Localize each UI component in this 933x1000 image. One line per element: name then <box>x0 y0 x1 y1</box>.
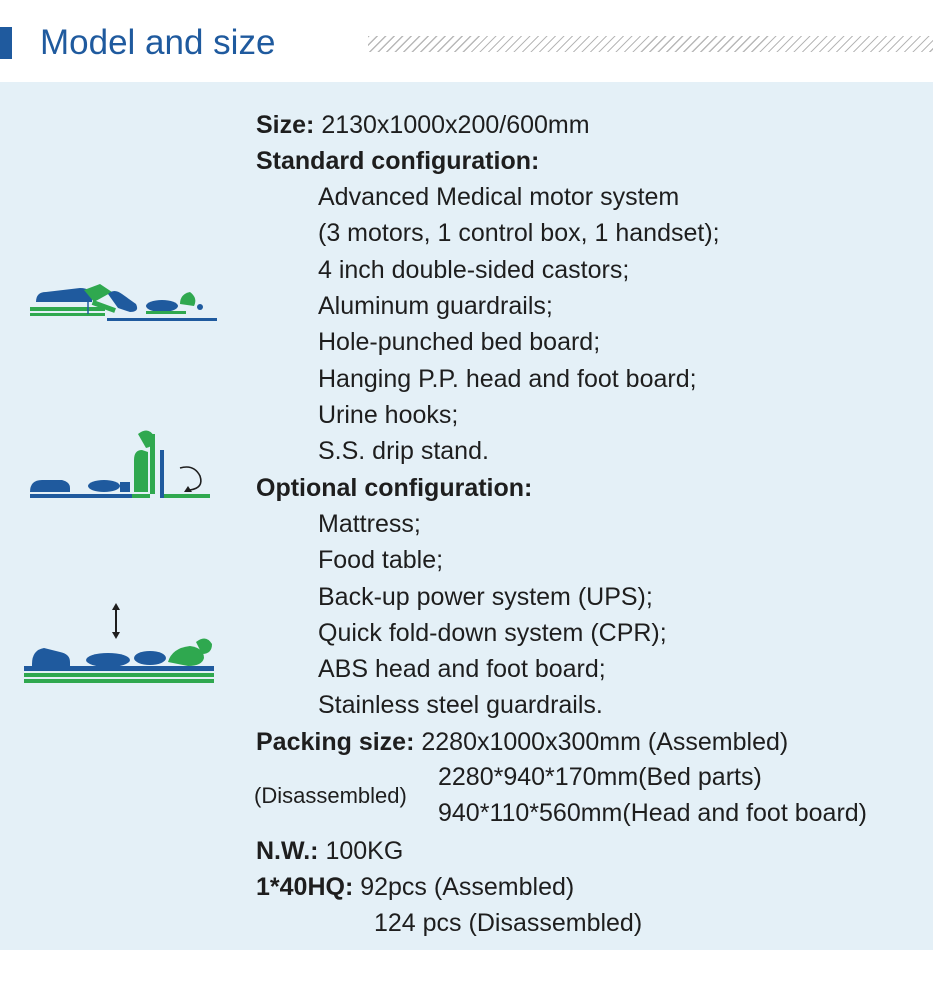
standard-item: (3 motors, 1 control box, 1 handset); <box>318 219 720 247</box>
standard-config-heading: Standard configuration: <box>256 147 540 175</box>
size-row <box>256 110 590 140</box>
standard-item: 4 inch double-sided castors; <box>318 256 630 284</box>
packing-assembled-value: 2280x1000x300mm (Assembled) <box>421 728 789 756</box>
optional-item: Food table; <box>318 546 444 574</box>
standard-item: Advanced Medical motor system <box>318 183 680 211</box>
bed-height-icon <box>20 600 220 690</box>
section-header <box>0 0 933 82</box>
container-row <box>256 872 574 902</box>
optional-item: Stainless steel guardrails. <box>318 691 603 719</box>
standard-item: Aluminum guardrails; <box>318 292 553 320</box>
disassembled-label: (Disassembled) <box>254 783 407 808</box>
bed-tilt-icon <box>22 280 222 330</box>
optional-item: ABS head and foot board; <box>318 655 606 683</box>
optional-item: Quick fold-down system (CPR); <box>318 619 667 647</box>
size-value: 2130x1000x200/600mm <box>321 111 590 139</box>
header-accent-bar <box>0 27 12 59</box>
optional-item: Back-up power system (UPS); <box>318 583 653 611</box>
packing-size-label: Packing size: <box>256 728 415 756</box>
bed-sit-up-icon <box>22 420 222 505</box>
container-label: 1*40HQ: <box>256 873 354 901</box>
standard-item: S.S. drip stand. <box>318 437 489 465</box>
packing-head-foot-board: 940*110*560mm(Head and foot board) <box>438 799 867 827</box>
size-label: Size: <box>256 111 315 139</box>
packing-bed-parts: 2280*940*170mm(Bed parts) <box>438 763 762 791</box>
standard-item: Urine hooks; <box>318 401 459 429</box>
standard-item: Hanging P.P. head and foot board; <box>318 365 697 393</box>
header-hatch-divider <box>368 36 933 52</box>
packing-size-row <box>256 727 788 757</box>
net-weight-value: 100KG <box>325 837 404 865</box>
container-assembled-value: 92pcs (Assembled) <box>360 873 575 901</box>
container-disassembled-value: 124 pcs (Disassembled) <box>374 909 643 937</box>
net-weight-label: N.W.: <box>256 837 319 865</box>
optional-item: Mattress; <box>318 510 421 538</box>
standard-item: Hole-punched bed board; <box>318 328 601 356</box>
net-weight-row <box>256 836 403 866</box>
optional-config-heading: Optional configuration: <box>256 474 533 502</box>
bottom-margin <box>0 950 933 1000</box>
section-title: Model and size <box>40 23 276 62</box>
